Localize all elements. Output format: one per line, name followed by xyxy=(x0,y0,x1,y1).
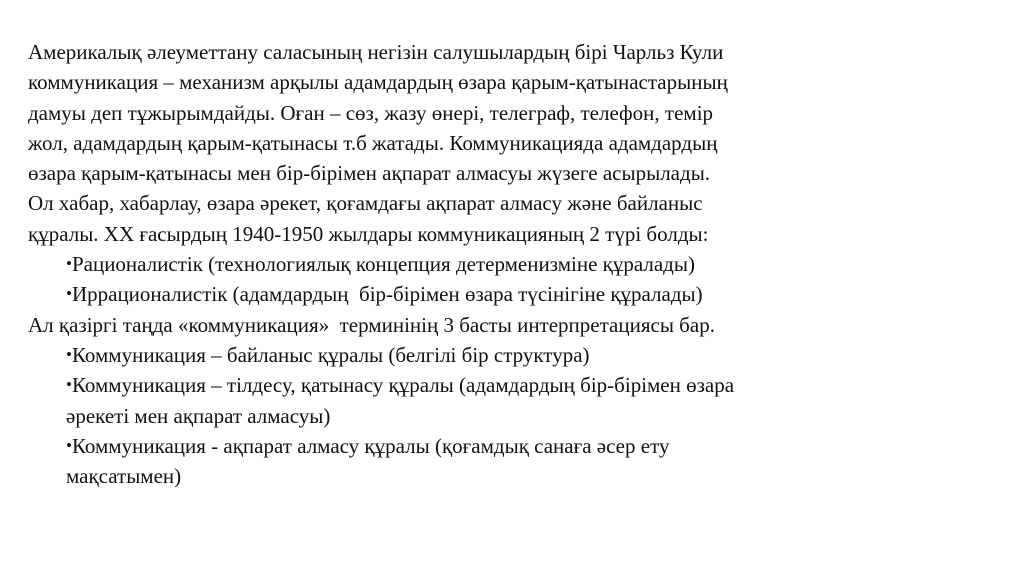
bullet-marker: • xyxy=(66,375,72,395)
bullet-marker: • xyxy=(66,435,72,455)
list-item xyxy=(28,431,1008,492)
list-item xyxy=(28,370,1008,431)
bullet-marker: • xyxy=(66,284,72,304)
list-item-text: Коммуникация – байланыс құралы (белгілі бір структура) xyxy=(71,342,590,367)
list-item xyxy=(28,340,1008,370)
interpretations-paragraph: Ал қазіргі таңда «коммуникация» терминінің 3 басты интерпретациясы бар. xyxy=(28,312,715,337)
list-item xyxy=(28,279,1008,309)
bullet-marker: • xyxy=(66,344,72,364)
list-item xyxy=(28,249,1008,279)
slide-text-body xyxy=(28,37,1008,491)
interpretations-list xyxy=(28,340,1008,491)
list-item-text: Коммуникация – тілдесу, қатынасу құралы (адамдардың бір-бірімен өзара әрекеті мен ақпарат алмасуы) xyxy=(66,373,735,428)
list-item-text: Коммуникация - ақпарат алмасу құралы (қоғамдық санаға әсер ету мақсатымен) xyxy=(66,433,670,489)
bullet-marker: • xyxy=(66,254,72,274)
intro-paragraph: Америкалық әлеуметтану саласының негізін салушылардың бірі Чарльз Кули коммуникация – механизм арқылы адамдардың өзара қарым-қатынастарының дамуы деп тұжырымдайды. Оған – сөз, жазу өнері, телеграф, телефон, темір жол, адамдардың қарым-қатынасы т.б жатады. Коммуникацияда адамдардың өзара қарым-қатынасы мен бір-бірімен ақпарат алмасуы жүзеге асырылады. Ол хабар, хабарлау, өзара әрекет, қоғамдағы ақпарат алмасу және байланыс құралы. XX ғасырдың 1940-1950 жылдары коммуникацияның 2 түрі болды: xyxy=(28,40,728,246)
communication-types-list xyxy=(28,249,1008,310)
list-item-text: Рационалистік (технологиялық концепция детерменизміне құралады) xyxy=(71,252,695,277)
list-item-text: Иррационалистік (адамдардың бір-бірімен өзара түсінігіне құралады) xyxy=(71,282,703,307)
